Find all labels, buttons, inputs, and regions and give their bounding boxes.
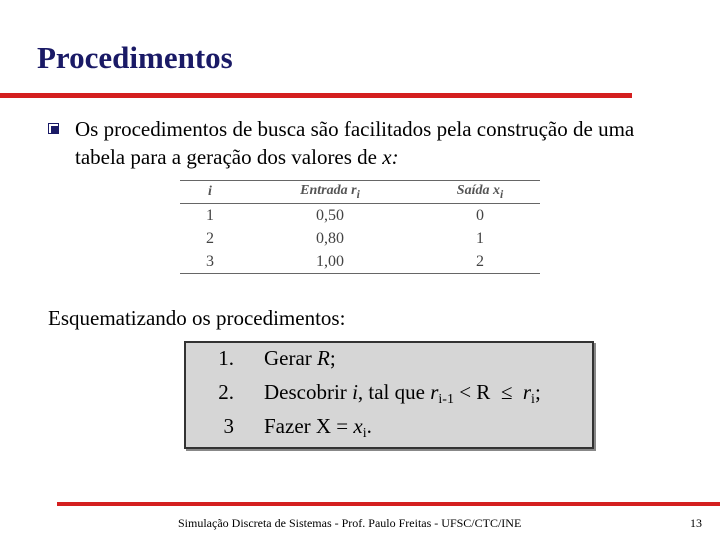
step-2-r2: r	[522, 380, 532, 404]
step-3-var: x	[353, 414, 363, 438]
cell-r: 0,50	[316, 206, 344, 224]
table-row	[180, 227, 540, 250]
step-2-var: i	[352, 380, 358, 404]
step-3-sub: i	[362, 426, 367, 441]
step-2-pre: Descobrir	[264, 380, 353, 404]
cell-r: 0,80	[316, 229, 344, 247]
table-row	[180, 204, 540, 228]
header-entrada-label: Entrada r	[300, 183, 357, 199]
step-1-var: R	[317, 346, 330, 370]
step-2-r1: r	[430, 380, 439, 404]
footer-text: Simulação Discreta de Sistemas - Prof. Paulo Freitas - UFSC/CTC/INE	[178, 516, 522, 530]
header-saida-sub: i	[499, 187, 504, 201]
step-3-pre: Fazer X =	[264, 414, 354, 438]
header-entrada	[240, 181, 420, 204]
bullet-var-x: x	[382, 145, 392, 169]
header-saida	[420, 181, 540, 204]
step-2-mid: , tal que	[357, 380, 431, 404]
step-text	[264, 377, 541, 407]
step-2-post: ;	[534, 380, 541, 404]
steps-box	[184, 341, 594, 449]
cell-x: 0	[476, 206, 484, 224]
header-saida-label: Saída x	[456, 183, 500, 199]
step-1-pre: Gerar	[264, 346, 318, 370]
cell-i: 3	[180, 250, 240, 274]
step-2-sub1: i-1	[438, 392, 454, 407]
step-3-post: .	[366, 414, 372, 438]
step-number: 3	[223, 414, 234, 438]
step-2-op: < R ≤	[453, 380, 523, 404]
bullet-text	[75, 115, 685, 171]
table-row	[180, 250, 540, 274]
header-i: i	[180, 181, 240, 204]
step-text	[264, 411, 372, 441]
header-entrada-sub: i	[356, 187, 360, 201]
cell-r: 1,00	[240, 250, 420, 274]
step-1-post: ;	[329, 346, 336, 370]
cell-x: 1	[476, 229, 484, 247]
slide-title: Procedimentos	[37, 40, 233, 75]
cell-i: 1	[206, 206, 214, 224]
values-table	[180, 180, 540, 274]
bullet-text-main: Os procedimentos de busca são facilitados pela construção de uma tabela para a geração dos valores de	[75, 117, 635, 169]
title-divider	[0, 93, 632, 98]
bullet-colon: :	[391, 145, 399, 169]
step-2-sub2: i	[531, 392, 535, 407]
page-number: 13	[690, 516, 702, 530]
step-number: 1.	[218, 346, 234, 370]
step-text	[264, 343, 336, 373]
table-header-row	[180, 181, 540, 204]
procedures-heading: Esquematizando os procedimentos:	[48, 306, 346, 330]
cell-i: 2	[206, 229, 214, 247]
footer-divider	[57, 502, 720, 506]
square-bullet-icon	[48, 123, 59, 134]
step-number: 2.	[218, 380, 234, 404]
cell-x: 2	[420, 250, 540, 274]
